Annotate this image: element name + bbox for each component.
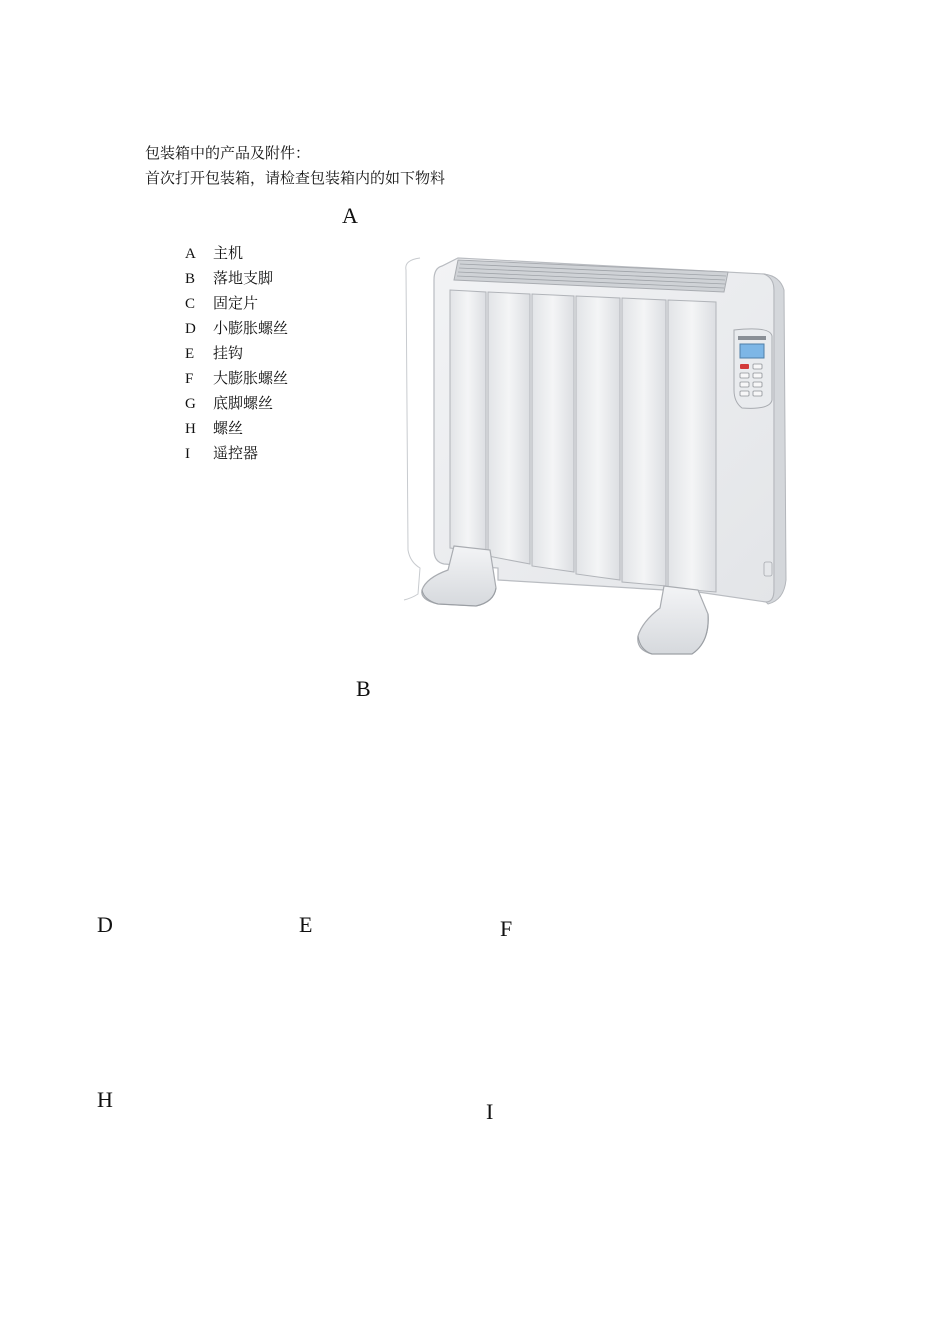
figure-label-d: D [97,912,113,937]
item-name: 底脚螺丝 [213,394,274,412]
heater-illustration [398,250,798,662]
list-item [185,343,288,368]
contents-list [185,243,288,468]
item-letter: G [185,396,196,412]
item-letter: B [185,271,196,287]
item-name: 固定片 [213,294,259,312]
item-letter: H [185,421,196,437]
figure-label-e: E [299,912,313,937]
item-name: 小膨胀螺丝 [213,319,289,337]
right-foot [638,586,708,654]
figure-label-h: H [97,1087,113,1112]
list-item [185,268,288,293]
list-item [185,293,288,318]
figure-label-i: I [486,1099,494,1124]
intro-instruction: 首次打开包装箱，请检查包装箱内的如下物料 [145,169,446,187]
figure-label-a: A [342,203,358,228]
left-foot [422,546,496,606]
figure-label-b: B [356,676,371,701]
power-switch [764,562,772,576]
item-name: 主机 [213,244,244,262]
item-name: 大膨胀螺丝 [213,369,289,387]
control-screen [740,344,764,358]
list-item [185,393,288,418]
list-item [185,418,288,443]
list-item [185,443,288,468]
item-name: 挂钩 [213,344,244,362]
item-letter: I [185,446,190,462]
item-letter: F [185,371,194,387]
item-name: 落地支脚 [213,269,274,287]
item-letter: A [185,246,196,262]
item-letter: C [185,296,196,312]
list-item [185,368,288,393]
item-letter: D [185,321,196,337]
brand-strip [738,336,766,340]
item-letter: E [185,346,195,362]
item-name: 遥控器 [213,444,259,462]
figure-label-f: F [500,916,513,941]
intro-heading: 包装箱中的产品及附件： [145,144,311,162]
heater-fins [450,290,716,592]
wall-outline [404,258,420,600]
list-item [185,243,288,268]
item-name: 螺丝 [213,419,244,437]
list-item [185,318,288,343]
